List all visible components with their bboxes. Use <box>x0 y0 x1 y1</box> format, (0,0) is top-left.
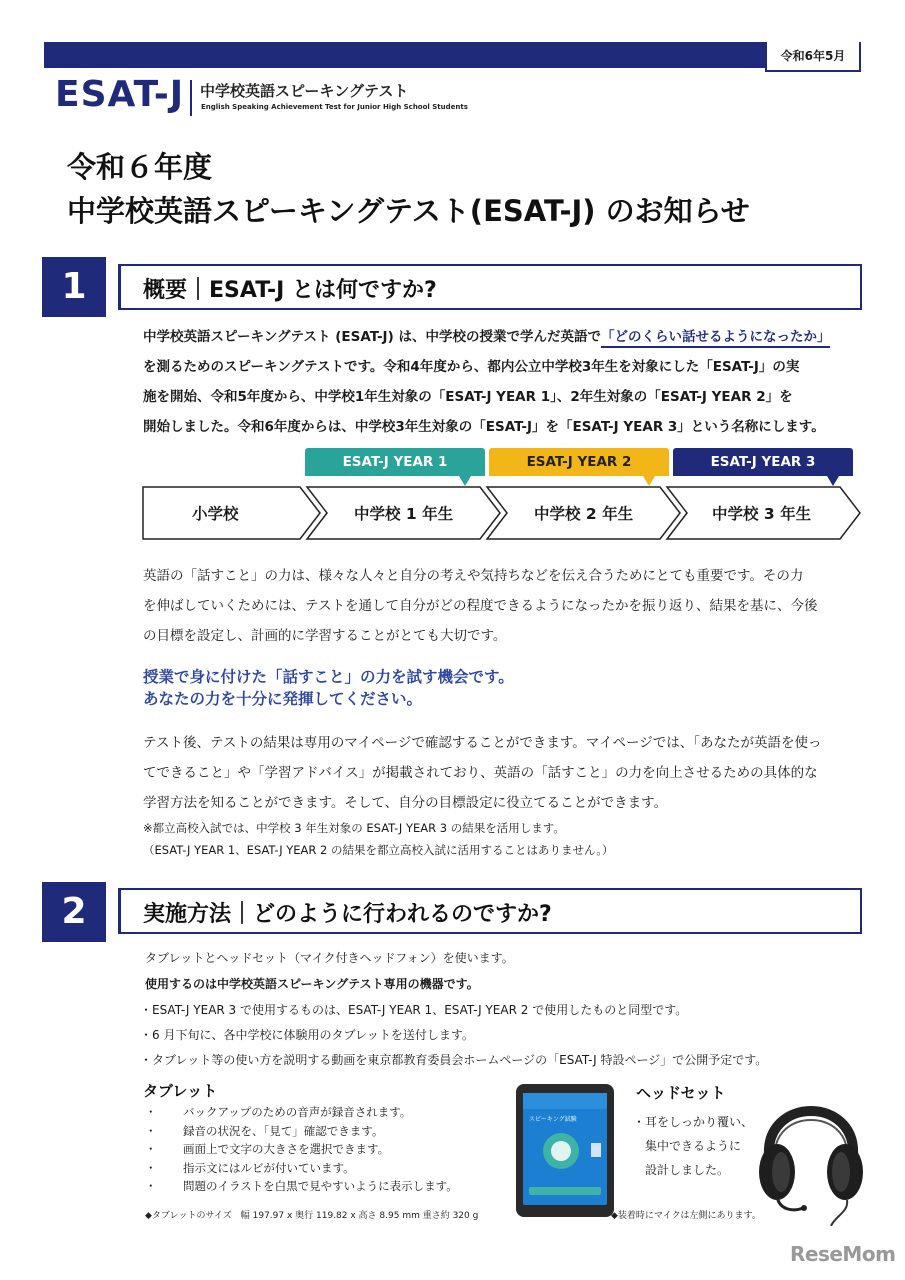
section1-intro <box>143 322 863 442</box>
headset-desc-3: 設計しました。 <box>645 1163 730 1177</box>
esatj-logo: ESAT-J <box>55 74 185 115</box>
tablet-feature-4-text: 指示文にはルビが付いています。 <box>183 1160 355 1175</box>
intro-line3: 施を開始、令和5年度から、中学校1年生対象の「ESAT-J YEAR 1」、2年生対象の「ESAT-J YEAR 2」を <box>143 389 793 405</box>
tablet-feature-3-text: 画面上で文字の大きさを選択できます。 <box>183 1142 390 1156</box>
bullet-mark: ・ <box>145 1160 157 1175</box>
page-title <box>67 145 750 233</box>
para3-line3: 学習方法を知ることができます。そして、自分の目標設定に役立てることができます。 <box>143 795 668 811</box>
section1-number: 1 <box>42 257 106 317</box>
intro-highlight: 「どのくらい話せるようになったか」 <box>601 329 831 348</box>
bullet-mark: ・ <box>145 1142 157 1156</box>
headset-cable <box>831 1200 847 1226</box>
section1-heading-box <box>118 264 862 310</box>
headset-left-cup-pad <box>772 1152 790 1192</box>
issue-date: 令和6年5月 <box>765 42 861 72</box>
section1-notes <box>143 817 613 861</box>
tablet-feature-2-text: 録音の状況を、「見て」確認できます。 <box>183 1123 384 1138</box>
page-title-line2: 中学校英語スピーキングテスト(ESAT-J) のお知らせ <box>67 194 750 228</box>
headset-image <box>755 1076 867 1226</box>
logo-divider <box>190 80 192 116</box>
bullet-mark: ・ <box>145 1179 157 1193</box>
para3-line1: テスト後、テストの結果は専用のマイページで確認することができます。マイページでは、「あなたが英語を使っ <box>143 735 822 751</box>
intro-text: 中学校英語スピーキングテスト (ESAT-J) は、中学校の授業で学んだ英語で <box>143 329 601 345</box>
tablet-feature-3 <box>145 1140 458 1159</box>
s2-bullet-2: ・6 月下旬に、各中学校に体験用のタブレットを送付します。 <box>140 1028 474 1042</box>
s2-bullet-1: ・ESAT-J YEAR 3 で使用するものは、ESAT-J YEAR 1、ESAT-J YEAR 2 で使用したものと同型です。 <box>140 1003 688 1017</box>
s2-bullet-3: ・タブレット等の使い方を説明する動画を東京都教育委員会ホームページの「ESAT-J 特設ページ」で公開予定です。 <box>140 1053 768 1067</box>
stage-grade2: 中学校 2 年生 <box>534 505 634 523</box>
headset-mic-tip <box>801 1205 807 1211</box>
emphasis-message <box>143 666 514 710</box>
section2-bullets <box>140 998 767 1073</box>
headset-right-cup-pad <box>832 1152 850 1192</box>
tablet-heading: タブレット <box>143 1082 218 1100</box>
tablet-feature-5-text: 問題のイラストを白黒で見やすいように表示します。 <box>183 1179 458 1193</box>
tablet-feature-1 <box>145 1103 458 1122</box>
tab-year1-label: ESAT-J YEAR 1 <box>342 454 448 470</box>
tab-year1-pointer <box>459 476 471 486</box>
headset-desc-1: ・耳をしっかり覆い、 <box>633 1115 754 1129</box>
intro-line4: 開始しました。令和6年度からは、中学校3年生対象の「ESAT-J」を「ESAT-J YEAR 3」という名称にします。 <box>143 419 825 435</box>
tablet-size-caption: ◆タブレットのサイズ 幅 197.97 x 奥行 119.82 x 高さ 8.95 mm 重さ約 320 g <box>145 1211 479 1221</box>
tab-year2 <box>489 448 669 476</box>
emphasis-line2: あなたの力を十分に発揮してください。 <box>143 690 423 708</box>
tab-year3-pointer <box>827 476 839 486</box>
headset-caption: ◆装着時にマイクは左側にあります。 <box>611 1211 761 1221</box>
tablet-feature-1-text: バックアップのための音声が録音されます。 <box>183 1105 412 1119</box>
resemom-watermark: ReseMom <box>790 1242 896 1266</box>
tab-year3-label: ESAT-J YEAR 3 <box>710 454 816 470</box>
tablet-features <box>145 1103 458 1196</box>
logo-japanese-name: 中学校英語スピーキングテスト <box>200 82 409 100</box>
emphasis-line1: 授業で身に付けた「話すこと」の力を試す機会です。 <box>143 668 514 686</box>
tablet-image <box>515 1083 615 1218</box>
intro-line2: を測るためのスピーキングテストです。令和4年度から、都内公立中学校3年生を対象にした「ESAT-J」の実 <box>143 359 800 375</box>
section2-heading-box <box>118 888 862 934</box>
para2-line3: の目標を設定し、計画的に学習することがとても大切です。 <box>143 628 507 644</box>
section1-heading: 概要｜ESAT-J とは何ですか? <box>143 278 437 303</box>
note-line1: ※都立高校入試では、中学校 3 年生対象の ESAT-J YEAR 3 の結果を活用します。 <box>143 821 565 835</box>
section2-heading: 実施方法｜どのように行われるのですか? <box>143 902 552 927</box>
stage-grade3: 中学校 3 年生 <box>712 505 812 523</box>
section2-number: 2 <box>42 882 106 942</box>
page-title-line1: 令和６年度 <box>67 150 213 184</box>
tablet-side-indicator <box>591 1143 601 1157</box>
tab-year2-pointer <box>643 476 655 486</box>
headset-heading: ヘッドセット <box>636 1084 726 1102</box>
tablet-feature-5 <box>145 1177 458 1196</box>
header-bar <box>44 42 861 68</box>
section1-para2 <box>143 561 863 651</box>
tablet-feature-4 <box>145 1159 458 1178</box>
tablet-feature-2 <box>145 1122 458 1141</box>
tab-year1 <box>305 448 485 476</box>
tablet-record-icon-inner <box>551 1141 571 1161</box>
stage-grade1: 中学校 1 年生 <box>354 505 454 523</box>
note-line2: （ESAT-J YEAR 1、ESAT-J YEAR 2 の結果を都立高校入試に活用することはありません。） <box>143 843 614 857</box>
headset-desc-2: 集中できるように <box>645 1139 742 1153</box>
section2-line1: タブレットとヘッドセット（マイク付きヘッドフォン）を使います。 <box>145 951 514 965</box>
section1-para3 <box>143 728 863 818</box>
tablet-screen-header <box>523 1093 607 1109</box>
tablet-screen-text: スピーキング試験 <box>529 1116 577 1123</box>
para2-line2: を伸ばしていくためには、テストを通して自分がどの程度できるようになったかを振り返り、結果を基に、今後 <box>143 598 818 614</box>
tab-year3 <box>673 448 853 476</box>
para2-line1: 英語の「話すこと」の力は、様々な人々と自分の考えや気持ちなどを伝え合うためにとても重要です。その力 <box>143 568 804 584</box>
logo-english-name: English Speaking Achievement Test for Junior High School Students <box>201 103 468 111</box>
grade-progression <box>142 486 862 540</box>
bullet-mark: ・ <box>145 1123 157 1138</box>
para3-line2: てできること」や「学習アドバイス」が掲載されており、英語の「話すこと」の力を向上させるための具体的な <box>143 765 818 781</box>
stage-elementary: 小学校 <box>192 505 239 523</box>
tab-year2-label: ESAT-J YEAR 2 <box>526 454 632 470</box>
bullet-mark: ・ <box>145 1105 157 1119</box>
headset-description <box>633 1110 753 1182</box>
section2-line2: 使用するのは中学校英語スピーキングテスト専用の機器です。 <box>145 977 479 991</box>
tablet-bottom-bar <box>529 1187 601 1195</box>
